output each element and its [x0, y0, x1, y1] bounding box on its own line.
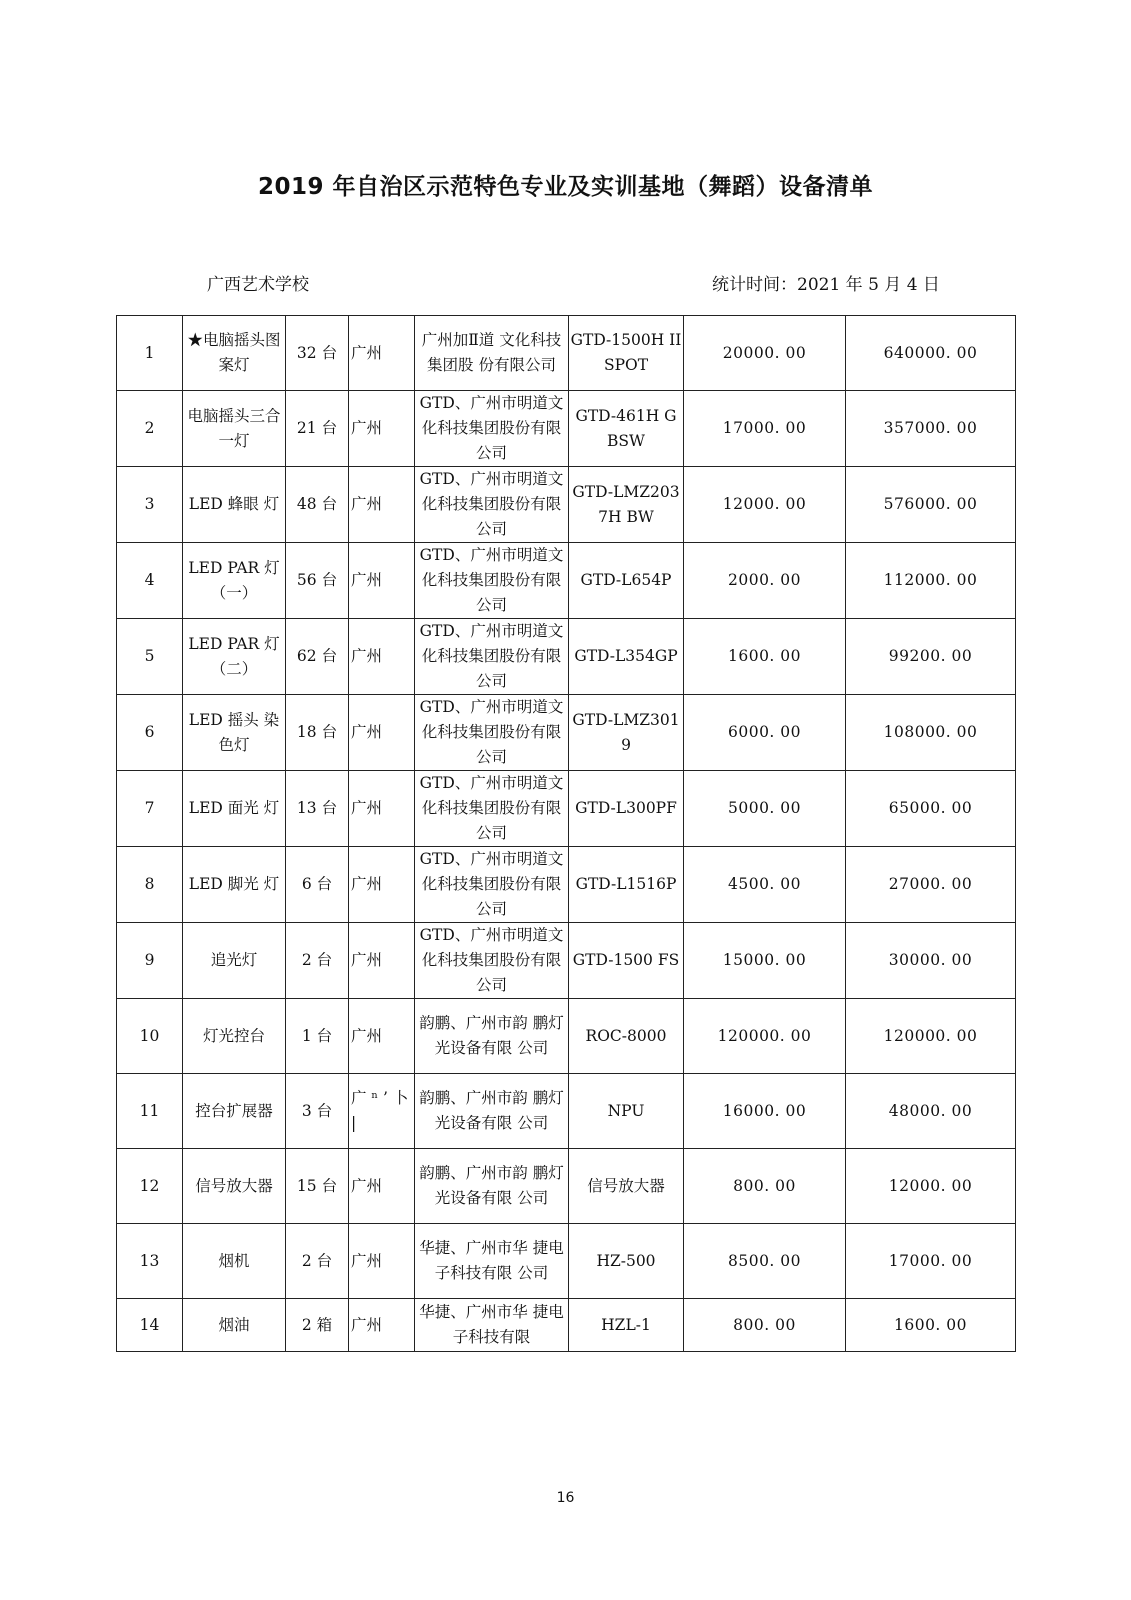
table-row — [117, 1299, 1016, 1352]
item-unit-price: 20000. 00 — [684, 316, 846, 391]
item-quantity: 2 台 — [286, 1224, 349, 1299]
item-origin: 广州 — [349, 543, 415, 619]
item-origin: 广州 — [349, 695, 415, 771]
table-row — [117, 391, 1016, 467]
row-number: 1 — [117, 316, 183, 391]
table-row — [117, 847, 1016, 923]
item-total: 640000. 00 — [846, 316, 1016, 391]
item-unit-price: 6000. 00 — [684, 695, 846, 771]
item-manufacturer: 华捷、广州市华 捷电子科技有限 — [415, 1299, 569, 1352]
item-unit-price: 15000. 00 — [684, 923, 846, 999]
item-unit-price: 1600. 00 — [684, 619, 846, 695]
item-origin: 广州 — [349, 619, 415, 695]
item-total: 112000. 00 — [846, 543, 1016, 619]
item-name: ★电脑摇头图案灯 — [183, 316, 286, 391]
item-quantity: 6 台 — [286, 847, 349, 923]
item-origin: 广州 — [349, 771, 415, 847]
item-manufacturer: GTD、广州市明道文化科技集团股份有限公司 — [415, 847, 569, 923]
table-row — [117, 467, 1016, 543]
item-model: HZL-1 — [569, 1299, 684, 1352]
item-manufacturer: GTD、广州市明道文化科技集团股份有限公司 — [415, 391, 569, 467]
item-total: 48000. 00 — [846, 1074, 1016, 1149]
item-origin: 广州 — [349, 391, 415, 467]
item-quantity: 18 台 — [286, 695, 349, 771]
table-row — [117, 695, 1016, 771]
row-number: 3 — [117, 467, 183, 543]
item-name: 烟油 — [183, 1299, 286, 1352]
item-unit-price: 800. 00 — [684, 1149, 846, 1224]
item-unit-price: 17000. 00 — [684, 391, 846, 467]
table-row — [117, 923, 1016, 999]
row-number: 6 — [117, 695, 183, 771]
item-model: GTD-L1516P — [569, 847, 684, 923]
item-unit-price: 2000. 00 — [684, 543, 846, 619]
table-row — [117, 771, 1016, 847]
item-name: 灯光控台 — [183, 999, 286, 1074]
page-title: 2019 年自治区示范特色专业及实训基地（舞蹈）设备清单 — [257, 174, 874, 200]
item-origin: 广州 — [349, 1224, 415, 1299]
equipment-table-body — [117, 316, 1016, 1352]
item-quantity: 56 台 — [286, 543, 349, 619]
item-model: ROC-8000 — [569, 999, 684, 1074]
row-number: 9 — [117, 923, 183, 999]
item-total: 65000. 00 — [846, 771, 1016, 847]
table-row — [117, 619, 1016, 695]
item-total: 12000. 00 — [846, 1149, 1016, 1224]
item-origin: 广州 — [349, 1149, 415, 1224]
item-model: GTD-L354GP — [569, 619, 684, 695]
row-number: 4 — [117, 543, 183, 619]
item-quantity: 1 台 — [286, 999, 349, 1074]
item-unit-price: 5000. 00 — [684, 771, 846, 847]
item-origin: 广州 — [349, 999, 415, 1074]
item-name: 电脑摇头三合一灯 — [183, 391, 286, 467]
table-row — [117, 1149, 1016, 1224]
school-name: 广西艺术学校 — [207, 275, 309, 295]
item-model: GTD-L300PF — [569, 771, 684, 847]
item-total: 120000. 00 — [846, 999, 1016, 1074]
item-model: GTD-1500H II SPOT — [569, 316, 684, 391]
item-name: LED 脚光 灯 — [183, 847, 286, 923]
item-origin: 广州 — [349, 316, 415, 391]
item-name: 烟机 — [183, 1224, 286, 1299]
item-origin: 广州 — [349, 923, 415, 999]
item-manufacturer: 韵鹏、广州市韵 鹏灯光设备有限 公司 — [415, 999, 569, 1074]
table-row — [117, 316, 1016, 391]
table-row — [117, 999, 1016, 1074]
row-number: 2 — [117, 391, 183, 467]
item-manufacturer: GTD、广州市明道文化科技集团股份有限公司 — [415, 543, 569, 619]
item-model: NPU — [569, 1074, 684, 1149]
item-origin: 广 ⁿ ’ 卜 | — [349, 1074, 415, 1149]
item-name: LED PAR 灯（二） — [183, 619, 286, 695]
item-name: LED 摇头 染色灯 — [183, 695, 286, 771]
item-total: 30000. 00 — [846, 923, 1016, 999]
item-model: 信号放大器 — [569, 1149, 684, 1224]
row-number: 14 — [117, 1299, 183, 1352]
item-quantity: 2 台 — [286, 923, 349, 999]
item-manufacturer: GTD、广州市明道文化科技集团股份有限公司 — [415, 923, 569, 999]
item-manufacturer: 韵鹏、广州市韵 鹏灯光设备有限 公司 — [415, 1149, 569, 1224]
item-total: 1600. 00 — [846, 1299, 1016, 1352]
item-total: 576000. 00 — [846, 467, 1016, 543]
item-quantity: 3 台 — [286, 1074, 349, 1149]
table-row — [117, 1224, 1016, 1299]
row-number: 10 — [117, 999, 183, 1074]
item-manufacturer: 韵鹏、广州市韵 鹏灯光设备有限 公司 — [415, 1074, 569, 1149]
table-row — [117, 543, 1016, 619]
item-name: LED 面光 灯 — [183, 771, 286, 847]
item-model: GTD-1500 FS — [569, 923, 684, 999]
item-quantity: 48 台 — [286, 467, 349, 543]
item-name: 追光灯 — [183, 923, 286, 999]
item-total: 108000. 00 — [846, 695, 1016, 771]
item-unit-price: 120000. 00 — [684, 999, 846, 1074]
item-quantity: 21 台 — [286, 391, 349, 467]
row-number: 11 — [117, 1074, 183, 1149]
item-origin: 广州 — [349, 847, 415, 923]
item-quantity: 13 台 — [286, 771, 349, 847]
item-unit-price: 8500. 00 — [684, 1224, 846, 1299]
row-number: 5 — [117, 619, 183, 695]
item-unit-price: 800. 00 — [684, 1299, 846, 1352]
stat-time: 统计时间：2021 年 5 月 4 日 — [712, 275, 940, 295]
item-origin: 广州 — [349, 1299, 415, 1352]
item-total: 17000. 00 — [846, 1224, 1016, 1299]
item-origin: 广州 — [349, 467, 415, 543]
item-unit-price: 12000. 00 — [684, 467, 846, 543]
row-number: 7 — [117, 771, 183, 847]
item-manufacturer: 广州加Ⅱ道 文化科技集团股 份有限公司 — [415, 316, 569, 391]
item-model: GTD-461H G BSW — [569, 391, 684, 467]
item-total: 357000. 00 — [846, 391, 1016, 467]
item-model: GTD-LMZ301 9 — [569, 695, 684, 771]
item-manufacturer: GTD、广州市明道文化科技集团股份有限公司 — [415, 695, 569, 771]
item-quantity: 2 箱 — [286, 1299, 349, 1352]
item-manufacturer: GTD、广州市明道文化科技集团股份有限公司 — [415, 771, 569, 847]
item-manufacturer: GTD、广州市明道文化科技集团股份有限公司 — [415, 467, 569, 543]
item-manufacturer: GTD、广州市明道文化科技集团股份有限公司 — [415, 619, 569, 695]
row-number: 13 — [117, 1224, 183, 1299]
item-name: LED 蜂眼 灯 — [183, 467, 286, 543]
item-total: 99200. 00 — [846, 619, 1016, 695]
item-name: 控台扩展器 — [183, 1074, 286, 1149]
row-number: 12 — [117, 1149, 183, 1224]
item-model: GTD-L654P — [569, 543, 684, 619]
item-name: LED PAR 灯（一） — [183, 543, 286, 619]
item-quantity: 32 台 — [286, 316, 349, 391]
equipment-table — [116, 315, 1016, 1352]
row-number: 8 — [117, 847, 183, 923]
item-model: GTD-LMZ203 7H BW — [569, 467, 684, 543]
item-unit-price: 4500. 00 — [684, 847, 846, 923]
table-row — [117, 1074, 1016, 1149]
item-model: HZ-500 — [569, 1224, 684, 1299]
page-number: 16 — [556, 1490, 575, 1506]
item-manufacturer: 华捷、广州市华 捷电子科技有限 公司 — [415, 1224, 569, 1299]
item-quantity: 62 台 — [286, 619, 349, 695]
item-quantity: 15 台 — [286, 1149, 349, 1224]
item-total: 27000. 00 — [846, 847, 1016, 923]
item-unit-price: 16000. 00 — [684, 1074, 846, 1149]
item-name: 信号放大器 — [183, 1149, 286, 1224]
